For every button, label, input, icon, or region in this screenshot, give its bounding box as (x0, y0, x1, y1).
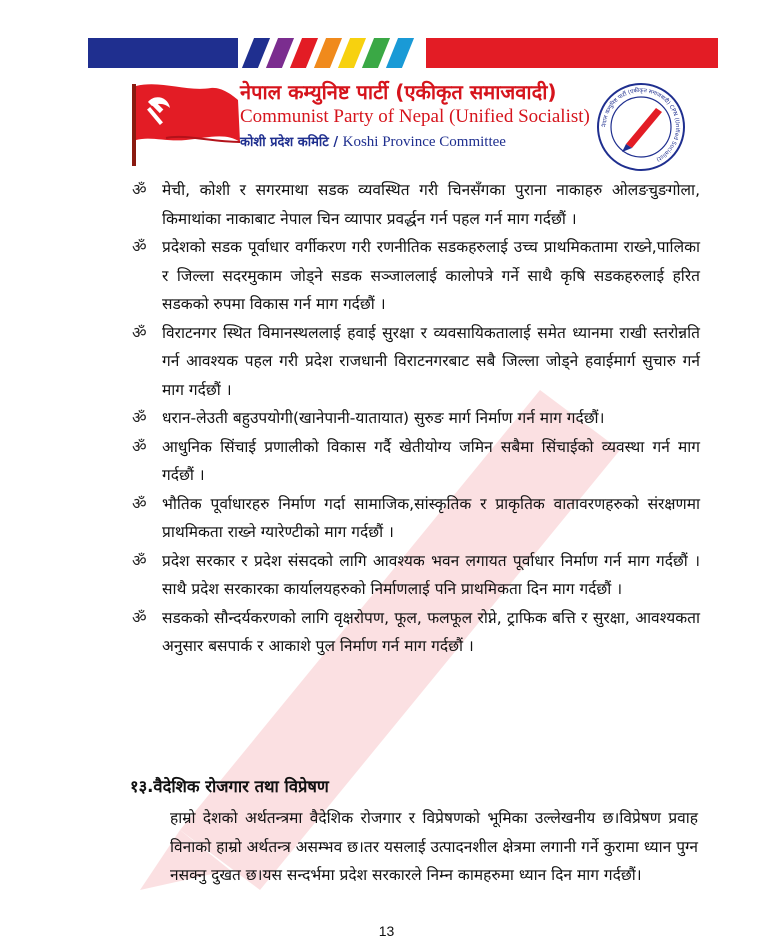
list-item (130, 604, 700, 661)
committee-name-nepali: कोशी प्रदेश कमिटि / (240, 135, 339, 150)
page-number: 13 (378, 923, 395, 939)
section-paragraph: हाम्रो देशको अर्थतन्त्रमा वैदेशिक रोजगार र विप्रेषणको भूमिका उल्लेखनीय छ।विप्रेषण प्रवाह विनाको हाम्रो अर्थतन्त्र असम्भव छ।तर यसलाई उत्पादनशील क्षेत्रमा लगानी गर्ने कुरामा ध्यान पुग्न नसक्नु दुखत छ।यस सन्दर्भमा प्रदेश सरकारले निम्न कामहरुमा ध्यान दिन माग गर्दछौं। (170, 809, 698, 884)
list-item (130, 233, 700, 319)
bullet-mark-icon: ॐ (132, 607, 147, 627)
list-item (130, 404, 700, 433)
committee-name (240, 132, 506, 151)
committee-name-english: Koshi Province Committee (342, 134, 506, 150)
list-item-text: प्रदेशको सडक पूर्वाधार वर्गीकरण गरी रणनीतिक सडकहरुलाई उच्च प्राथमिकतामा राख्ने,पालिका र जिल्ला सदरमुकाम जोड्ने सडक सञ्जाललाई कालोपत्रे गर्ने साथै कृषि सडकहरुलाई हरित सडकको रुपमा विकास गर्न माग गर्दछौं । (162, 238, 700, 313)
color-bar-stripe (266, 38, 294, 68)
demands-list (130, 176, 700, 661)
party-name-nepali: नेपाल कम्युनिष्ट पार्टी (एकीकृत समाजवादी) (240, 80, 557, 104)
color-bar-stripe (314, 38, 342, 68)
color-bar-stripe (242, 38, 270, 68)
section-heading: १३.वैदेशिक रोजगार तथा विप्रेषण (130, 777, 329, 796)
list-item-text: प्रदेश सरकार र प्रदेश संसदको लागि आवश्यक भवन लगायत पूर्वाधार निर्माण गर्न माग गर्दछौं । साथै प्रदेश सरकारका कार्यालयहरुको निर्माणलाई पनि प्राथमिकता दिन माग गर्दछौं । (162, 551, 700, 598)
list-item (130, 319, 700, 405)
color-bar-stripe (386, 38, 414, 68)
bullet-mark-icon: ॐ (132, 180, 147, 199)
bullet-mark-icon: ॐ (132, 493, 147, 513)
seal-text: नेपाल कम्युनिष्ट पार्टी (एकीकृत समाजवादी) CPN (Unified Socialist) (601, 87, 681, 163)
header-color-bar (88, 38, 718, 68)
list-item-text: विराटनगर स्थित विमानस्थललाई हवाई सुरक्षा र व्यवसायिकतालाई समेत ध्यानमा राखी स्तरोन्नति गर्न आवश्यक पहल गरी प्रदेश राजधानी विराटनगरबाट सबै जिल्ला जोड्ने हवाईमार्ग सुचारु गर्न माग गर्दछौं । (162, 323, 700, 399)
list-item (130, 490, 700, 547)
color-bar-stripe (362, 38, 390, 68)
list-item-text: सडकको सौन्दर्यकरणको लागि वृक्षरोपण, फूल, फलफूल रोप्ने, ट्राफिक बत्ति र सुरक्षा, आवश्यकता अनुसार बसपार्क र आकाशे पुल निर्माण गर्न माग गर्दछौं । (162, 608, 700, 655)
bullet-mark-icon: ॐ (132, 322, 147, 342)
list-item-text: मेची, कोशी र सगरमाथा सडक व्यवस्थित गरी चिनसँगका पुराना नाकाहरु ओलङचुङगोला, किमाथांका नाकाबाट नेपाल चिन व्यापार प्रवर्द्धन गर्न पहल गर्न माग गर्दछौं । (162, 181, 700, 228)
list-item (130, 176, 700, 233)
list-item-text: धरान-लेउती बहुउपयोगी(खानेपानी-यातायात) सुरुङ मार्ग निर्माण गर्न माग गर्दछौं। (162, 409, 605, 427)
color-bar-stripe (290, 38, 318, 68)
list-item (130, 433, 700, 490)
bullet-mark-icon: ॐ (132, 550, 147, 570)
bullet-mark-icon: ॐ (132, 408, 147, 427)
color-bar-stripe (338, 38, 366, 68)
party-name-english: Communist Party of Nepal (Unified Socialist) (240, 106, 590, 127)
bullet-mark-icon: ॐ (132, 436, 147, 456)
list-item (130, 547, 700, 604)
party-seal-icon (596, 82, 686, 172)
bullet-mark-icon: ॐ (132, 237, 147, 256)
party-flag-icon (126, 80, 244, 166)
color-bar-red-segment (426, 38, 718, 68)
list-item-text: भौतिक पूर्वाधारहरु निर्माण गर्दा सामाजिक,सांस्कृतिक र प्राकृतिक वातावरणहरुको संरक्षणमा प्राथमिकता राख्ने ग्यारेण्टीको माग गर्दछौं । (162, 494, 700, 541)
color-bar-blue-segment (88, 38, 238, 68)
list-item-text: आधुनिक सिंचाई प्रणालीको विकास गर्दै खेतीयोग्य जमिन सबैमा सिंचाईको व्यवस्था गर्न माग गर्दछौं । (162, 437, 700, 484)
